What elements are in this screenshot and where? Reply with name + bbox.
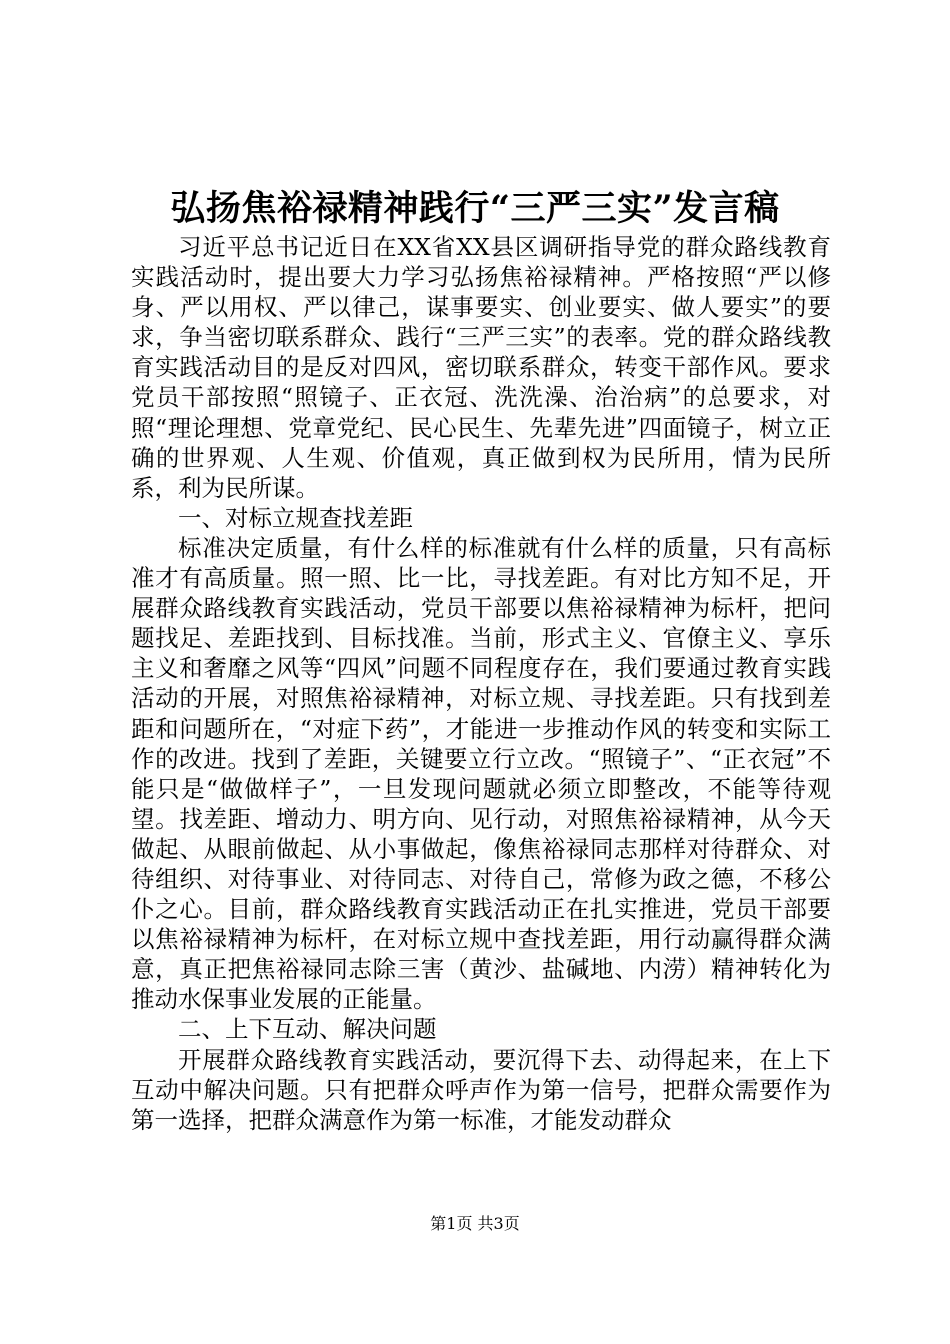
section-heading-2: 二、上下互动、解决问题: [178, 1015, 437, 1044]
intro-paragraph: 习近平总书记近日在XX省XX县区调研指导党的群众路线教育实践活动时，提出要大力学习弘扬焦裕禄精神。严格按照“严以修身、严以用权、严以律己，谋事要实、创业要实、做人要实”的要求，争当密切联系群众、践行“三严三实”的表率。党的群众路线教育实践活动目的是反对四风，密切联系群众，转变干部作风。要求党员干部按照“照镜子、正衣冠、洗洗澡、治治病”的总要求，对照“理论理想、党章党纪、民心民生、先辈先进”四面镜子，树立正确的世界观、人生观、价值观，真正做到权为民所用，情为民所系，利为民所谋。: [131, 233, 831, 502]
section-2-paragraph: 开展群众路线教育实践活动，要沉得下去、动得起来，在上下互动中解决问题。只有把群众呼声作为第一信号，把群众需要作为第一选择，把群众满意作为第一标准，才能发动群众: [131, 1045, 831, 1134]
section-heading-1: 一、对标立规查找差距: [178, 503, 413, 532]
document-title: 弘扬焦裕禄精神践行“三严三实”发言稿: [170, 188, 780, 229]
page-footer: 第1页 共3页: [430, 1214, 520, 1233]
document-body: [131, 232, 831, 1135]
section-1-paragraph: 标准决定质量，有什么样的标准就有什么样的质量，只有高标准才有高质量。照一照、比一比，寻找差距。有对比方知不足，开展群众路线教育实践活动，党员干部要以焦裕禄精神为标杆，把问题找足、差距找到、目标找准。当前，形式主义、官僚主义、享乐主义和奢靡之风等“四风”问题不同程度存在，我们要通过教育实践活动的开展，对照焦裕禄精神，对标立规、寻找差距。只有找到差距和问题所在，“对症下药”，才能进一步推动作风的转变和实际工作的改进。找到了差距，关键要立行立改。“照镜子”、“正衣冠”不能只是“做做样子”，一旦发现问题就必须立即整改，不能等待观望。找差距、增动力、明方向、见行动，对照焦裕禄精神，从今天做起、从眼前做起、从小事做起，像焦裕禄同志那样对待群众、对待组织、对待事业、对待同志、对待自己，常修为政之德，不移公仆之心。目前，群众路线教育实践活动正在扎实推进，党员干部要以焦裕禄精神为标杆，在对标立规中查找差距，用行动赢得群众满意，真正把焦裕禄同志除三害（黄沙、盐碱地、内涝）精神转化为推动水保事业发展的正能量。: [131, 533, 831, 1014]
